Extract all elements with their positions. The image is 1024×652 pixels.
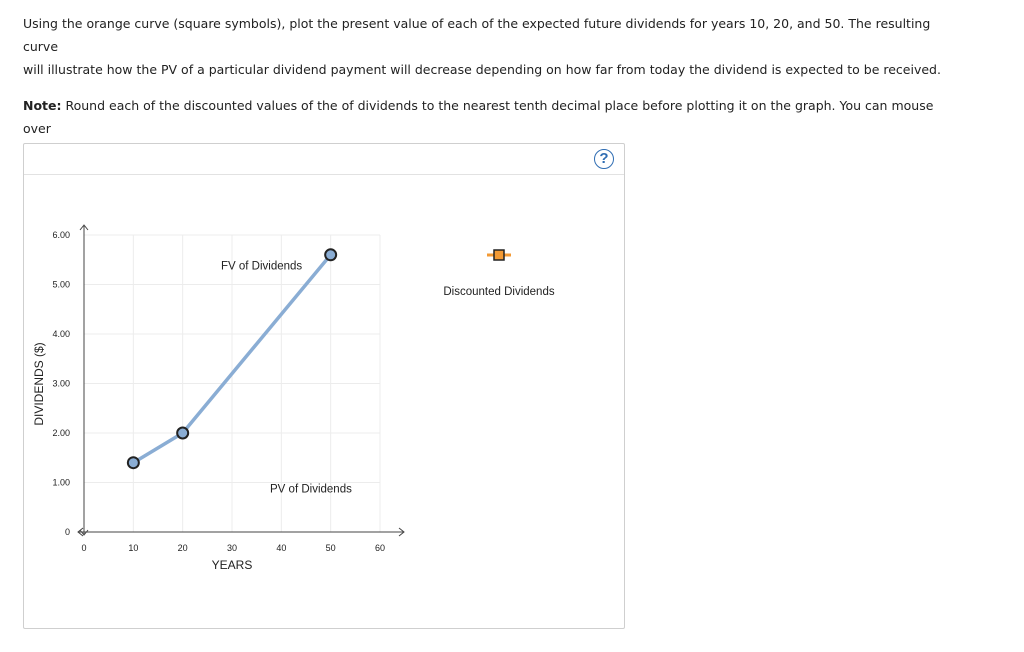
graph-panel (23, 143, 625, 629)
y-tick-label: 6.00 (52, 230, 70, 240)
y-tick-label: 3.00 (52, 378, 70, 389)
help-button[interactable]: ? (594, 149, 614, 169)
series-point[interactable] (325, 249, 336, 260)
legend-label: Discounted Dividends (443, 286, 555, 298)
note-line1: Round each of the discounted values of the of dividends to the nearest tenth decimal place before plotting it on the graph. You can mouse over (23, 98, 934, 136)
annotations (221, 261, 352, 496)
y-tick-label: 2.00 (52, 428, 70, 438)
note-label: Note: (23, 98, 62, 113)
y-axis-title: DIVIDENDS ($) (32, 342, 46, 426)
series-point[interactable] (128, 457, 139, 468)
legend-pv-square-marker[interactable] (494, 250, 504, 260)
x-tick-label: 50 (325, 543, 336, 553)
x-tick-label: 10 (128, 543, 139, 553)
instructions-line2: will illustrate how the PV of a particular dividend payment will decrease depending on how far from today the dividend is expected to be received. (23, 62, 941, 77)
x-tick-label: 20 (177, 543, 188, 553)
series-point[interactable] (177, 428, 188, 439)
y-tick-label: 1.00 (52, 477, 70, 488)
annotation-label: PV of Dividends (270, 483, 352, 496)
legend (443, 250, 554, 298)
x-tick-label: 40 (276, 543, 287, 553)
dividends-chart[interactable] (24, 144, 624, 628)
instructions-line1: Using the orange curve (square symbols), plot the present value of each of the expected future dividends for years 10, 20, and 50. The resulting curve (23, 16, 931, 54)
x-tick-label: 30 (226, 543, 238, 553)
instructions-para (23, 12, 953, 81)
y-tick-label: 4.00 (52, 329, 70, 339)
x-tick-label: 0 (81, 543, 87, 553)
x-tick-label: 60 (374, 543, 386, 553)
y-tick-label: 0 (64, 527, 70, 537)
y-tick-label: 5.00 (52, 279, 70, 290)
annotation-label: FV of Dividends (221, 260, 303, 273)
x-axis-title: YEARS (211, 558, 253, 572)
instructions (23, 12, 953, 163)
